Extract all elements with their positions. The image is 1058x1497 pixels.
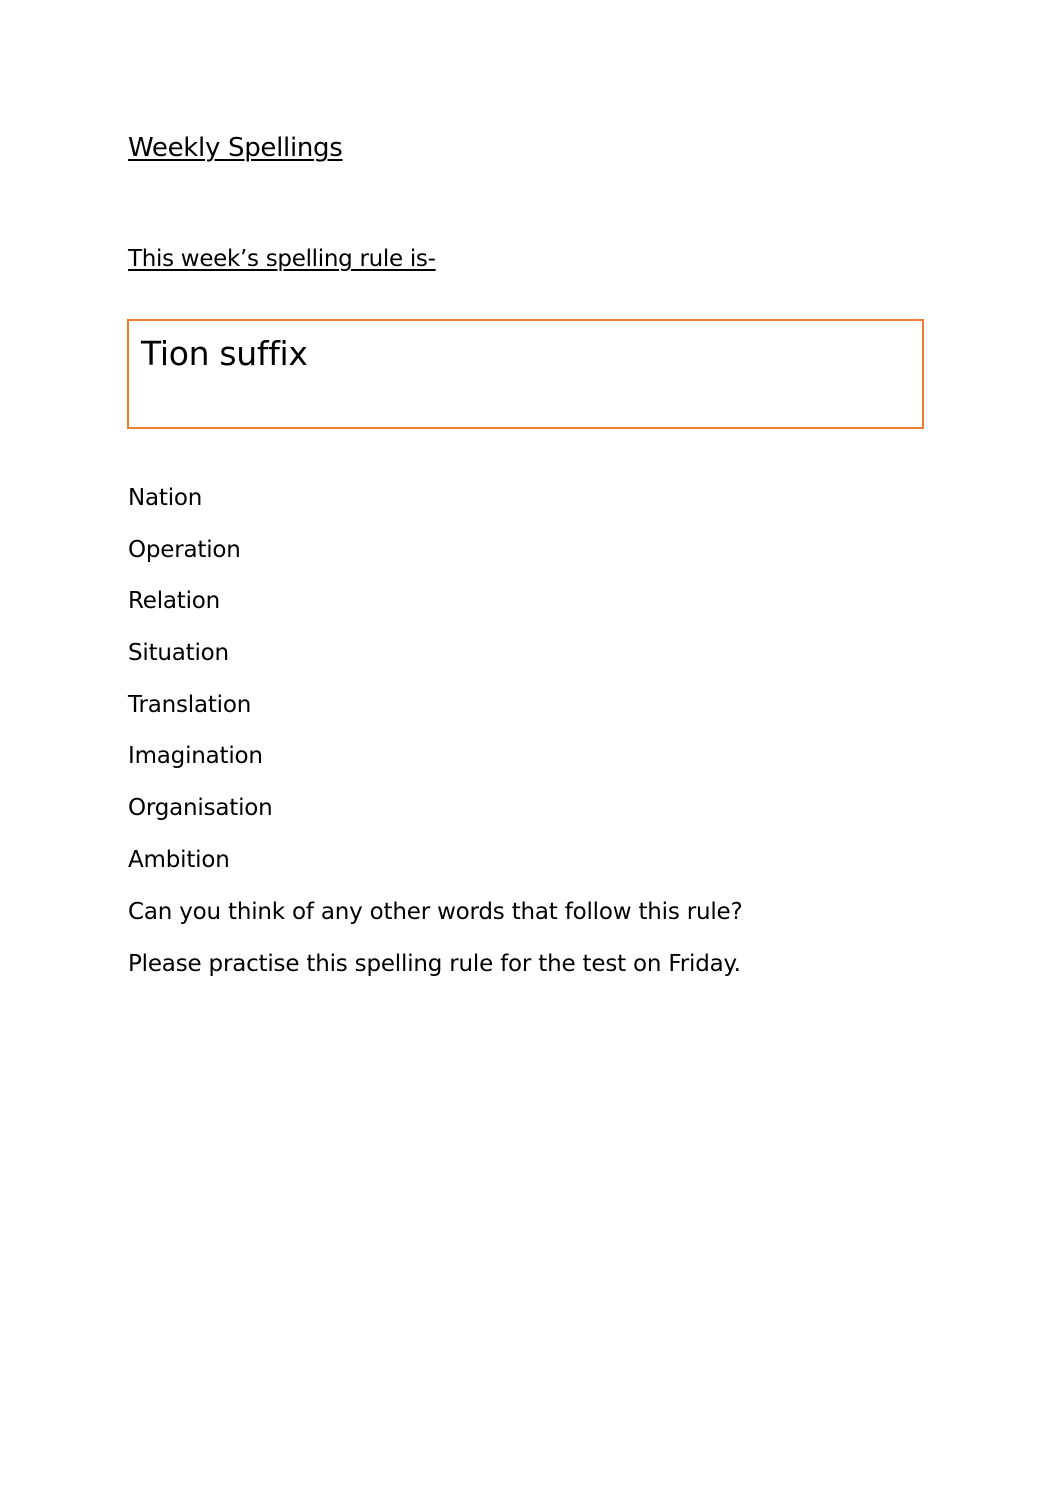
spelling-word: Relation xyxy=(128,588,221,615)
rule-heading: This week’s spelling rule is- xyxy=(128,246,436,272)
spelling-word: Operation xyxy=(128,536,241,563)
spelling-word: Ambition xyxy=(128,846,230,873)
spelling-word: Imagination xyxy=(128,743,263,770)
spelling-word: Organisation xyxy=(128,795,273,822)
spelling-word: Situation xyxy=(128,640,229,667)
rule-box xyxy=(127,319,924,429)
spelling-word: Nation xyxy=(128,485,203,511)
rule-text: Tion suffix xyxy=(141,334,308,373)
question-text: Can you think of any other words that follow this rule? xyxy=(128,899,743,925)
spelling-word: Translation xyxy=(128,691,252,718)
instruction-text: Please practise this spelling rule for the test on Friday. xyxy=(128,951,741,977)
page-title: Weekly Spellings xyxy=(128,133,343,163)
spelling-word-list xyxy=(128,482,273,896)
